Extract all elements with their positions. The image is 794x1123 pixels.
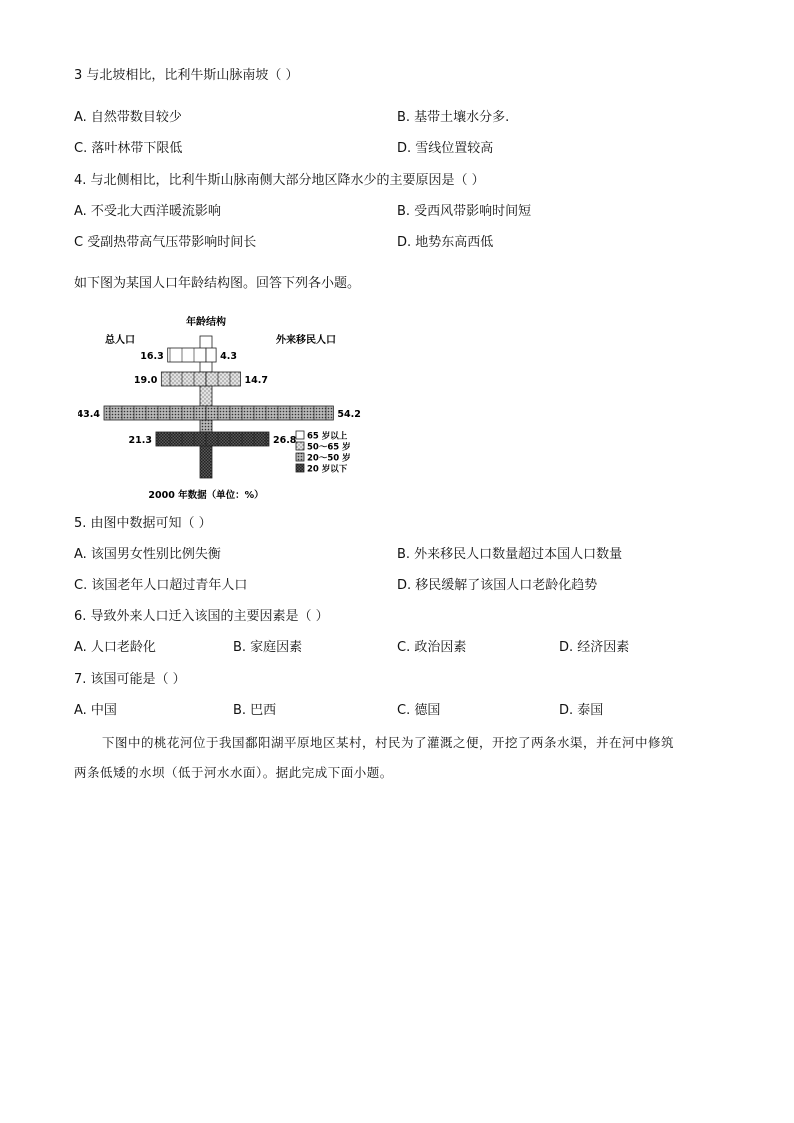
q7-option-d[interactable]: D. 泰国 [559,703,604,718]
bar-total-20-50 [104,406,206,420]
legend-swatch-65-plus [296,431,304,439]
chart-right-label: 外来移民人口 [276,335,336,346]
question-5-stem: 5. 由图中数据可知（ ） [74,516,212,531]
legend-swatch-50-65 [296,442,304,450]
question-7-stem: 7. 该国可能是（ ） [74,672,186,687]
legend-label-50-65: 50～65 岁 [307,442,351,453]
value-label-immigrant-50-65: 14.7 [244,375,268,386]
bar-total-50-65 [161,372,206,386]
value-label-total-50-65: 19.0 [133,375,158,386]
question-4-stem: 4. 与北侧相比，比利牛斯山脉南侧大部分地区降水少的主要原因是（ ） [74,173,485,188]
q6-option-a[interactable]: A. 人口老龄化 [74,640,156,655]
q5-option-c[interactable]: C. 该国老年人口超过青年人口 [74,578,248,593]
q3-option-a[interactable]: A. 自然带数目较少 [74,110,182,125]
question-3-stem: 3 与北坡相比，比利牛斯山脉南坡（ ） [74,68,299,83]
bar-total-under-20 [156,432,206,446]
bar-total-65-plus [168,348,206,362]
q5-option-a[interactable]: A. 该国男女性别比例失衡 [74,547,221,562]
legend-swatch-20-50 [296,453,304,461]
q4-option-b[interactable]: B. 受西风带影响时间短 [397,204,532,219]
bar-immigrant-50-65 [206,372,241,386]
q5-option-d[interactable]: D. 移民缓解了该国人口老龄化趋势 [397,578,598,593]
value-label-total-under-20: 21.3 [128,435,152,446]
q6-option-d[interactable]: D. 经济因素 [559,640,630,655]
value-label-total-65-plus: 16.3 [140,351,164,362]
q4-option-d[interactable]: D. 地势东高西低 [397,235,494,250]
chart-footer: 2000 年数据（单位：%） [148,490,264,501]
legend-label-under-20: 20 岁以下 [307,464,348,475]
chart-left-label: 总人口 [105,335,135,346]
value-label-total-20-50: 43.4 [78,409,101,420]
q7-option-c[interactable]: C. 德国 [397,703,441,718]
q5-option-b[interactable]: B. 外来移民人口数量超过本国人口数量 [397,547,623,562]
question-6-stem: 6. 导致外来人口迁入该国的主要因素是（ ） [74,609,329,624]
q4-option-c[interactable]: C 受副热带高气压带影响时间长 [74,235,257,250]
value-label-immigrant-20-50: 54.2 [337,409,361,420]
chart-title: 年龄结构 [186,317,226,328]
q3-option-c[interactable]: C. 落叶林带下限低 [74,141,183,156]
q7-option-a[interactable]: A. 中国 [74,703,117,718]
q7-option-b[interactable]: B. 巴西 [233,703,277,718]
value-label-immigrant-under-20: 26.8 [272,435,297,446]
age-structure-chart [78,308,378,508]
q3-option-d[interactable]: D. 雪线位置较高 [397,141,494,156]
age-structure-svg [78,308,378,508]
q3-option-b[interactable]: B. 基带土壤水分多. [397,110,510,125]
q4-option-a[interactable]: A. 不受北大西洋暖流影响 [74,204,221,219]
passage-line-1: 下图中的桃花河位于我国鄱阳湖平原地区某村，村民为了灌溉之便，开挖了两条水渠，并在河中修筑 [102,735,675,750]
figure-intro: 如下图为某国人口年龄结构图。回答下列各小题。 [74,276,361,291]
value-label-immigrant-65-plus: 4.3 [220,351,237,362]
legend-swatch-under-20 [296,464,304,472]
q6-option-b[interactable]: B. 家庭因素 [233,640,303,655]
passage-line-2: 两条低矮的水坝（低于河水水面）。据此完成下面小题。 [74,765,393,780]
q6-option-c[interactable]: C. 政治因素 [397,640,467,655]
legend-label-20-50: 20～50 岁 [307,453,351,464]
bar-immigrant-under-20 [206,432,269,446]
bar-immigrant-65-plus [206,348,216,362]
legend-label-65-plus: 65 岁以上 [307,431,348,442]
